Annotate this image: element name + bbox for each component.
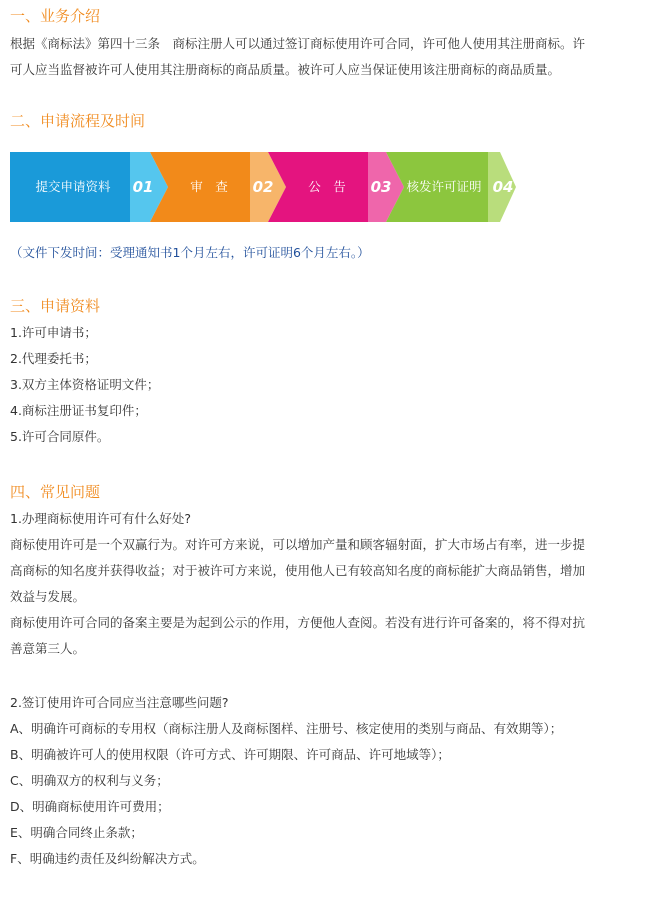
flow-step-4-label: 核发许可证明 — [406, 179, 482, 194]
flow-step-4-number: 04 — [492, 178, 514, 196]
faq-answer-1-line: 善意第三人。 — [10, 641, 86, 656]
faq-question-1: 1.办理商标使用许可有什么好处? — [10, 511, 192, 526]
intro-paragraph-line1: 根据《商标法》第四十三条 商标注册人可以通过签订商标使用许可合同，许可他人使用其注册商标。许 — [10, 36, 586, 51]
faq-answer-2-item: D、明确商标使用许可费用； — [10, 799, 170, 814]
intro-paragraph-line2: 可人应当监督被许可人使用其注册商标的商品质量。被许可人应当保证使用该注册商标的商品质量。 — [10, 62, 561, 77]
faq-answer-2-item: F、明确违约责任及纠纷解决方式。 — [10, 851, 205, 866]
flow-step-3-number: 03 — [370, 178, 392, 196]
faq-answer-2-item: A、明确许可商标的专用权（商标注册人及商标图样、注册号、核定使用的类别与商品、有效期等）； — [10, 721, 563, 736]
faq-answer-2-item: B、明确被许可人的使用权限（许可方式、许可期限、许可商品、许可地域等）； — [10, 747, 450, 762]
flow-step-2-number: 02 — [252, 178, 274, 196]
materials-item: 1.许可申请书； — [10, 325, 97, 340]
section-title-faq: 四、常见问题 — [10, 483, 101, 501]
flow-step-2-label: 审 查 — [190, 179, 228, 194]
flow-step-1-number: 01 — [132, 178, 154, 196]
materials-item: 3.双方主体资格证明文件； — [10, 377, 160, 392]
faq-answer-1-line: 商标使用许可是一个双赢行为。对许可方来说，可以增加产量和顾客辐射面，扩大市场占有率，进一步提 — [10, 537, 586, 552]
faq-answer-2-item: E、明确合同终止条款； — [10, 825, 143, 840]
faq-answer-1-line: 商标使用许可合同的备案主要是为起到公示的作用，方便他人查阅。若没有进行许可备案的，将不得对抗 — [10, 615, 586, 630]
section-title-process: 二、申请流程及时间 — [10, 112, 146, 130]
faq-answer-1-line: 效益与发展。 — [10, 589, 86, 604]
section-title-intro: 一、业务介绍 — [10, 7, 101, 25]
materials-item: 5.许可合同原件。 — [10, 429, 110, 444]
materials-item: 2.代理委托书； — [10, 351, 97, 366]
section-title-materials: 三、申请资料 — [10, 297, 101, 315]
materials-item: 4.商标注册证书复印件； — [10, 403, 147, 418]
flow-step-1-label: 提交申请资料 — [35, 179, 111, 194]
faq-answer-1-line: 高商标的知名度并获得收益；对于被许可方来说，使用他人已有较高知名度的商标能扩大商品销售，增加 — [10, 563, 586, 578]
faq-question-2: 2.签订使用许可合同应当注意哪些问题? — [10, 695, 229, 710]
process-flow — [10, 152, 530, 222]
faq-answer-2-item: C、明确双方的权利与义务； — [10, 773, 169, 788]
process-time-note: （文件下发时间：受理通知书1个月左右，许可证明6个月左右。） — [10, 245, 370, 260]
flow-step-3-label: 公 告 — [308, 179, 346, 194]
